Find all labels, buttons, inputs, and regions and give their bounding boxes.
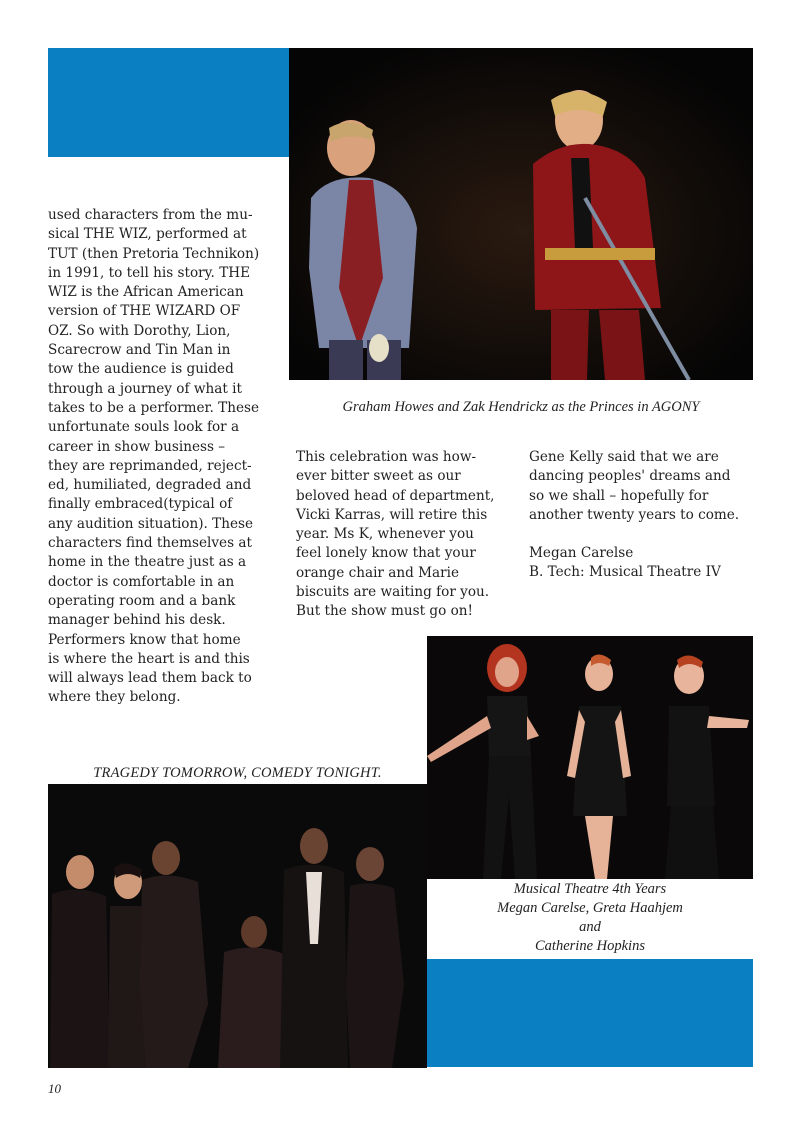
caption-fourth-years: Musical Theatre 4th Years Megan Carelse, Greta Haahjem and Catherine Hopkins [497, 881, 683, 954]
author-title: B. Tech: Musical Theatre IV [529, 564, 721, 581]
photo-fourth-years [427, 636, 753, 879]
author-name: Megan Carelse [529, 545, 634, 562]
closing-paragraph: Gene Kelly said that we are dancing peoples' dreams and so we shall – hopefully for another twenty years to come. [529, 449, 740, 523]
decorative-blue-block-top [48, 48, 289, 157]
article-column-middle: This celebration was how- ever bitter sweet as our beloved head of department, Vicki Karras, will retire this year. Ms K, whenever you feel lonely know that your orange chair and Marie biscuits are waiting for you. But the show must go on! [296, 449, 495, 620]
caption-group-photo: TRAGEDY TOMORROW, COMEDY TONIGHT. [93, 765, 382, 781]
decorative-blue-block-bottom [427, 959, 753, 1067]
page-number: 10 [48, 1081, 61, 1096]
article-column-right [529, 448, 754, 583]
photo-princes-agony [289, 48, 753, 380]
article-column-left: used characters from the mu- sical THE WIZ, performed at TUT (then Pretoria Technikon) in 1991, to tell his story. THE WIZ is the African American version of THE WIZARD OF OZ. So with Dorothy, Lion, Scarecrow and Tin Man in tow the audience is guided through a journey of what it takes to be a performer. These unfortunate souls look for a career in show business – they are reprimanded, reject- ed, humiliated, degraded and finally embraced(typical of any audition situation). These characters find themselves at home in the theatre just as a doctor is comfortable in an operating room and a bank manager behind his desk. Performers know that home is where the heart is and this will always lead them back to where they belong. [48, 207, 260, 706]
photo-group-cast [48, 784, 427, 1068]
caption-princes: Graham Howes and Zak Hendrickz as the Princes in AGONY [342, 399, 700, 415]
